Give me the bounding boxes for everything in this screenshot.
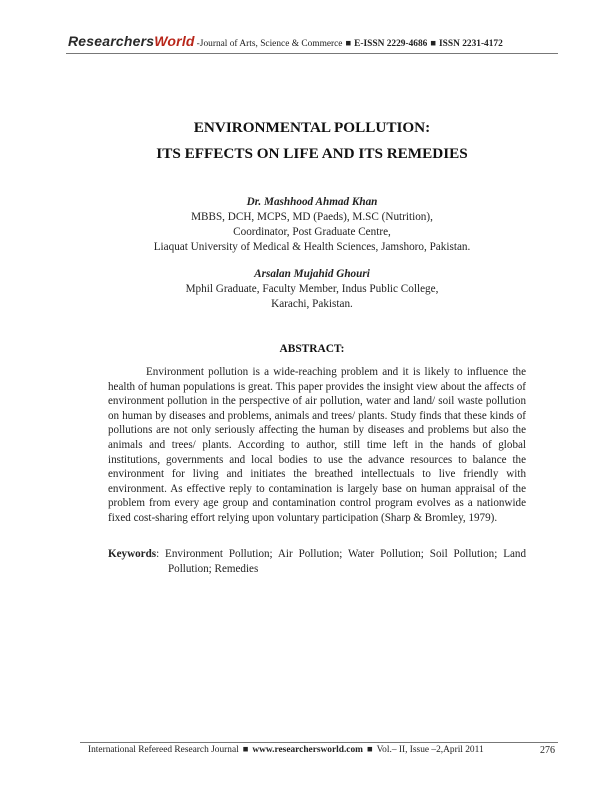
- author-name: Dr. Mashhood Ahmad Khan: [246, 196, 378, 208]
- header-separator: ■: [345, 39, 352, 49]
- footer-volume: Vol.– II, Issue –2,April 2011: [376, 745, 484, 755]
- keywords-text: : Environment Pollution; Air Pollution; Water Pollution; Soil Pollution; Land Pollution; Remedies: [156, 548, 526, 575]
- footer-separator: ■: [366, 745, 373, 755]
- running-footer: [88, 745, 558, 755]
- keywords-label: Keywords: [108, 548, 157, 560]
- author-affiliation-line: Karachi, Pakistan.: [271, 298, 353, 310]
- footer-website-link[interactable]: www.researchersworld.com: [252, 745, 363, 755]
- author-affiliation-line: MBBS, DCH, MCPS, MD (Paeds), M.SC (Nutrition),: [191, 211, 433, 223]
- author-block-1: [66, 195, 558, 255]
- paper-title-line-1: ENVIRONMENTAL POLLUTION:: [193, 119, 431, 136]
- keywords: [108, 547, 526, 576]
- author-affiliation-line: Mphil Graduate, Faculty Member, Indus Public College,: [185, 283, 439, 295]
- journal-logo: [68, 33, 195, 49]
- journal-name: -Journal of Arts, Science & Commerce: [196, 39, 343, 49]
- running-header: [68, 33, 554, 49]
- author-name: Arsalan Mujahid Ghouri: [254, 268, 370, 280]
- header-separator: ■: [430, 39, 436, 49]
- header-rule: [66, 53, 558, 54]
- page-number: 276: [540, 745, 555, 756]
- paper-title-line-2: ITS EFFECTS ON LIFE AND ITS REMEDIES: [156, 145, 468, 162]
- abstract-text: Environment pollution is a wide-reaching problem and it is likely to influence the health of human populations is great. This paper provides the insight view about the affects of environment pollution in the perspective of air pollution, water and land/ soil waste pollution on human by diseases and problems, animals and trees/ plants. Study finds that these kinds of pollutions are not only seriously affecting the human by diseases and problems but also the animals and trees/ plants. According to author, still time left in the hands of global institutions, governments and local bodies to use the advance resources to balance the environment for living and initiates the breathed intellectuals to live friendly with environment. As effective reply to contamination is largely base on human appraisal of the problem from every age group and contamination control program evolves as a nationwide fixed cost-sharing effort relying upon voluntary participation (Sharp & Bromley, 1979).: [108, 366, 526, 524]
- footer-rule: [80, 742, 558, 743]
- footer-separator: ■: [242, 745, 249, 755]
- logo-text-researchers: Researchers: [68, 33, 155, 49]
- abstract-heading: ABSTRACT:: [279, 343, 345, 355]
- author-affiliation-line: Liaquat University of Medical & Health Sciences, Jamshoro, Pakistan.: [153, 241, 471, 253]
- logo-text-world: World: [154, 33, 195, 49]
- footer-journal: International Refereed Research Journal: [88, 745, 239, 755]
- author-affiliation-line: Coordinator, Post Graduate Centre,: [233, 226, 391, 238]
- eissn: E-ISSN 2229-4686: [354, 39, 428, 49]
- author-block-2: [66, 267, 558, 312]
- issn: ISSN 2231-4172: [439, 39, 503, 49]
